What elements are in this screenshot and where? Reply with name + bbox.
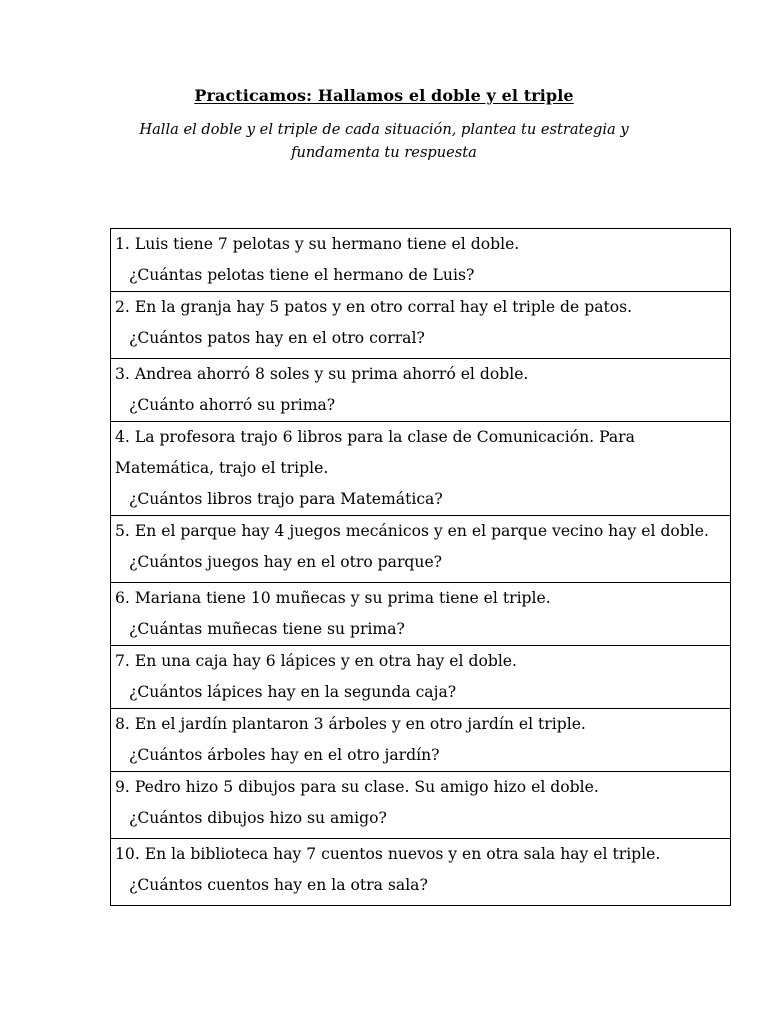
problem-row: [111, 229, 731, 292]
instructions-line-2: fundamenta tu respuesta: [291, 144, 477, 161]
problem-question: ¿Cuántos árboles hay en el otro jardín?: [129, 746, 440, 764]
problem-question: ¿Cuántos cuentos hay en la otra sala?: [129, 876, 428, 894]
problem-row: [111, 583, 731, 646]
problem-cell: [111, 709, 731, 772]
problem-statement: 2. En la granja hay 5 patos y en otro corral hay el triple de patos.: [115, 298, 633, 316]
problem-question: ¿Cuántas pelotas tiene el hermano de Luis?: [129, 266, 475, 284]
problem-row: [111, 772, 731, 839]
problem-statement: 7. En una caja hay 6 lápices y en otra hay el doble.: [115, 652, 517, 670]
worksheet-instructions: [0, 118, 768, 164]
problem-statement: 9. Pedro hizo 5 dibujos para su clase. Su amigo hizo el doble.: [115, 778, 599, 796]
problem-cell: [111, 839, 731, 906]
problem-row: [111, 839, 731, 906]
problem-question: ¿Cuántos juegos hay en el otro parque?: [129, 553, 443, 571]
problem-cell: [111, 772, 731, 839]
problem-statement: 10. En la biblioteca hay 7 cuentos nuevos y en otra sala hay el triple.: [115, 845, 661, 863]
problem-question: ¿Cuántas muñecas tiene su prima?: [129, 620, 405, 638]
problem-question: ¿Cuántos lápices hay en la segunda caja?: [129, 683, 457, 701]
problem-cell: [111, 359, 731, 422]
problem-cell: [111, 292, 731, 359]
problem-statement: 5. En el parque hay 4 juegos mecánicos y en el parque vecino hay el doble.: [115, 522, 709, 540]
problem-row: [111, 359, 731, 422]
problem-statement: 6. Mariana tiene 10 muñecas y su prima tiene el triple.: [115, 589, 551, 607]
problem-cell: [111, 422, 731, 516]
problem-cell: [111, 583, 731, 646]
problem-row: [111, 422, 731, 516]
problem-cell: [111, 516, 731, 583]
problem-statement: 3. Andrea ahorró 8 soles y su prima ahorró el doble.: [115, 365, 529, 383]
problem-statement: 4. La profesora trajo 6 libros para la clase de Comunicación. Para Matemática, trajo el triple.: [115, 428, 635, 477]
problem-statement: 1. Luis tiene 7 pelotas y su hermano tiene el doble.: [115, 235, 520, 253]
problems-table: [110, 228, 731, 906]
problem-question: ¿Cuántos dibujos hizo su amigo?: [129, 809, 387, 827]
problem-row: [111, 646, 731, 709]
problem-cell: [111, 229, 731, 292]
problem-question: ¿Cuántos libros trajo para Matemática?: [129, 490, 443, 508]
instructions-line-1: Halla el doble y el triple de cada situación, plantea tu estrategia y: [139, 121, 629, 138]
problem-question: ¿Cuánto ahorró su prima?: [129, 396, 336, 414]
problem-row: [111, 292, 731, 359]
problem-statement: 8. En el jardín plantaron 3 árboles y en otro jardín el triple.: [115, 715, 586, 733]
worksheet-title: Practicamos: Hallamos el doble y el triple: [194, 86, 574, 105]
problem-cell: [111, 646, 731, 709]
problem-row: [111, 516, 731, 583]
problem-question: ¿Cuántos patos hay en el otro corral?: [129, 329, 425, 347]
problem-row: [111, 709, 731, 772]
